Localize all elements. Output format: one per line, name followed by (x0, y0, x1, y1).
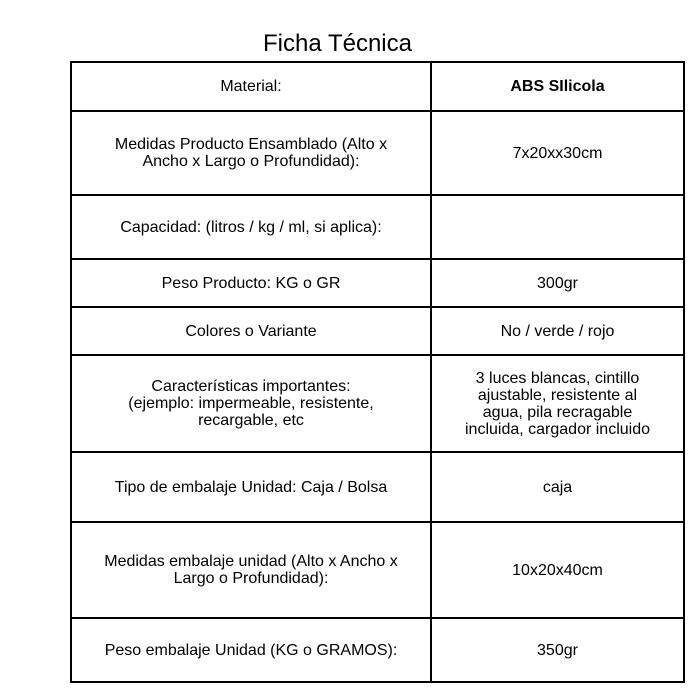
colors-label: Colores o Variante (71, 307, 431, 355)
table-row-features (71, 355, 684, 452)
table-row-material (71, 62, 684, 111)
material-value: ABS SIlicola (431, 62, 684, 111)
packaging-weight-value: 350gr (431, 618, 684, 682)
packaging-dimensions-label: Medidas embalaje unidad (Alto x Ancho x Largo o Profundidad): (71, 522, 431, 618)
table-row-product-dimensions (71, 111, 684, 195)
features-value: 3 luces blancas, cintillo ajustable, resistente al agua, pila recragable incluida, cargador incluido (431, 355, 684, 452)
table-row-packaging-type (71, 452, 684, 522)
table-row-packaging-weight (71, 618, 684, 682)
spec-table (70, 61, 685, 683)
packaging-type-value: caja (431, 452, 684, 522)
table-row-colors (71, 307, 684, 355)
product-dimensions-value: 7x20xx30cm (431, 111, 684, 195)
product-weight-label: Peso Producto: KG o GR (71, 259, 431, 307)
packaging-type-label: Tipo de embalaje Unidad: Caja / Bolsa (71, 452, 431, 522)
packaging-weight-label: Peso embalaje Unidad (KG o GRAMOS): (71, 618, 431, 682)
table-row-capacity (71, 195, 684, 259)
packaging-dimensions-value: 10x20x40cm (431, 522, 684, 618)
colors-value: No / verde / rojo (431, 307, 684, 355)
capacity-value (431, 195, 684, 259)
material-label: Material: (71, 62, 431, 111)
product-dimensions-label: Medidas Producto Ensamblado (Alto x Ancho x Largo o Profundidad): (71, 111, 431, 195)
capacity-label: Capacidad: (litros / kg / ml, si aplica): (71, 195, 431, 259)
table-row-packaging-dimensions (71, 522, 684, 618)
features-label: Características importantes: (ejemplo: impermeable, resistente, recargable, etc (71, 355, 431, 452)
page-title: Ficha Técnica (263, 30, 412, 57)
table-row-product-weight (71, 259, 684, 307)
product-weight-value: 300gr (431, 259, 684, 307)
